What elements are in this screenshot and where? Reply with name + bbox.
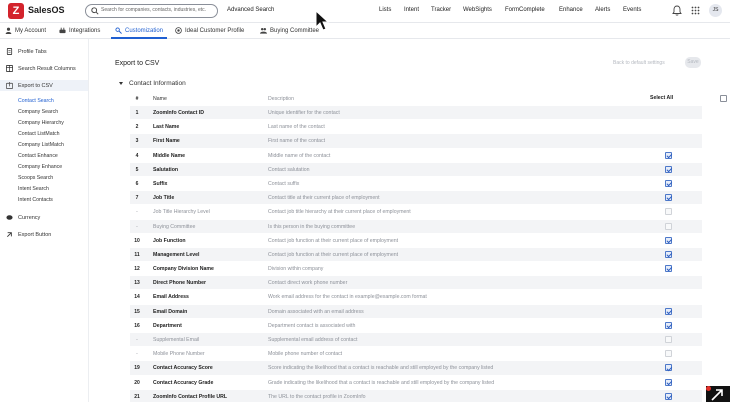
field-checkbox[interactable] (665, 393, 672, 400)
field-description: Unique identifier for the contact (268, 110, 340, 116)
sidebar-item-label: Currency (18, 214, 41, 221)
field-description: Grade indicating the likelihood that a contact is reachable and still employed by the company listed (268, 379, 495, 386)
select-all-checkbox[interactable] (720, 95, 727, 102)
field-description: Last name of the contact (268, 124, 325, 131)
top-bar (0, 0, 730, 23)
row-number: - (136, 209, 138, 216)
field-name: Job Title Hierarchy Level (153, 209, 210, 216)
field-checkbox[interactable] (665, 237, 672, 244)
table-row (130, 134, 702, 148)
advanced-search-link[interactable]: Advanced Search (227, 7, 275, 13)
nav-formcomplete[interactable]: FormComplete (505, 7, 545, 13)
global-search[interactable] (85, 4, 218, 18)
row-number: 15 (134, 308, 140, 315)
table-row (130, 220, 702, 234)
table-row (130, 106, 702, 120)
sidebar-item-export-to-csv[interactable] (6, 82, 53, 89)
section-title: Contact Information (129, 80, 186, 87)
table-row (130, 262, 702, 276)
row-number: 11 (134, 251, 140, 258)
table-row (130, 376, 702, 390)
column-header-num: # (135, 96, 139, 102)
field-description: First name of the contact (268, 138, 326, 145)
person-icon (5, 27, 12, 34)
field-description: Contact salutation (268, 166, 310, 173)
sidebar-item-currency[interactable] (6, 214, 40, 221)
field-checkbox[interactable] (665, 265, 672, 272)
row-number: 7 (135, 195, 139, 202)
field-name: Suffix (153, 180, 168, 187)
table-row (130, 390, 702, 402)
tab-integrations[interactable] (59, 27, 100, 34)
customization-icon (115, 27, 122, 34)
sidebar-subitem-contact-search[interactable]: Contact Search (18, 98, 54, 104)
row-number: 5 (135, 166, 139, 173)
field-name: First Name (153, 138, 180, 145)
export-fields-table (130, 92, 702, 402)
field-description: Division within company (268, 266, 324, 273)
tab-label: Customization (125, 27, 164, 34)
tab-label: Buying Committee (270, 27, 320, 34)
field-description: The URL to the contact profile in ZoomInfo (268, 393, 366, 400)
field-description: Middle name of the contact (268, 152, 331, 159)
field-name: Company Division Name (153, 266, 214, 273)
sidebar-subitem-company-search[interactable]: Company Search (18, 109, 59, 115)
sidebar-subitem-contact-listmatch[interactable]: Contact ListMatch (18, 131, 60, 137)
table-row (130, 191, 702, 205)
sidebar-subitem-company-enhance[interactable]: Company Enhance (18, 164, 63, 170)
tab-label: Integrations (69, 27, 101, 34)
apps-grid-icon[interactable] (691, 6, 700, 15)
field-name: Salutation (153, 166, 179, 173)
field-name: Buying Committee (153, 223, 196, 230)
table-row (130, 305, 702, 319)
field-checkbox[interactable] (665, 336, 672, 343)
field-description: Supplemental email address of contact (268, 337, 358, 343)
field-description: Contact job title hierarchy at their current place of employment (268, 209, 411, 216)
field-name: ZoomInfo Contact ID (153, 110, 205, 116)
field-checkbox[interactable] (665, 350, 672, 357)
row-number: 16 (134, 322, 140, 329)
row-number: 14 (134, 294, 140, 301)
field-description: Department contact is associated with (268, 322, 356, 329)
search-input[interactable]: Search for companies, contacts, industries, etc. (101, 7, 207, 13)
field-description: Domain associated with an email address (268, 308, 364, 315)
sidebar-subitem-contact-enhance[interactable]: Contact Enhance (18, 153, 58, 159)
table-row (130, 163, 702, 177)
target-icon (175, 27, 182, 34)
sidebar-item-search-result-columns[interactable] (6, 65, 76, 72)
search-icon (91, 7, 99, 15)
table-row (130, 319, 702, 333)
nav-enhance[interactable]: Enhance (559, 7, 583, 13)
caret-down-icon (119, 82, 123, 85)
field-description: Mobile phone number of contact (268, 351, 343, 358)
row-number: - (136, 337, 138, 343)
field-description: Contact suffix (268, 180, 300, 187)
table-row (130, 290, 702, 304)
table-row (130, 333, 702, 347)
field-checkbox[interactable] (665, 379, 672, 386)
sidebar-item-label: Export to CSV (18, 82, 53, 89)
notification-dot (706, 386, 711, 391)
field-checkbox[interactable] (665, 322, 672, 329)
tab-my-account[interactable] (5, 27, 46, 34)
field-description: Contact job function at their current place of employment (268, 251, 399, 258)
sidebar-item-label: Export Button (18, 231, 52, 238)
row-number: 10 (134, 237, 140, 244)
row-number: 20 (134, 379, 140, 386)
sidebar-subitem-intent-search[interactable]: Intent Search (18, 186, 49, 192)
field-name: ZoomInfo Contact Profile URL (153, 393, 228, 400)
export-button-icon (6, 231, 13, 238)
row-number: 19 (134, 365, 140, 372)
document-icon (6, 48, 13, 55)
row-number: 12 (134, 266, 140, 273)
currency-icon (6, 214, 13, 221)
field-name: Department (153, 322, 182, 329)
sidebar-subitem-company-hierarchy[interactable]: Company Hierarchy (18, 120, 64, 126)
row-number: 13 (134, 280, 140, 287)
nav-websights[interactable]: WebSights (463, 7, 492, 13)
table-row (130, 120, 702, 134)
tab-label: Ideal Customer Profile (185, 27, 245, 34)
table-row (130, 205, 702, 219)
contact-information-section-toggle[interactable] (119, 80, 186, 87)
table-row (130, 177, 702, 191)
field-checkbox[interactable] (665, 166, 672, 173)
field-name: Management Level (153, 251, 200, 258)
field-name: Email Address (153, 294, 189, 301)
field-description: Is this person in the buying committee (268, 223, 356, 230)
column-header-description: Description (268, 96, 294, 102)
field-name: Job Function (153, 237, 186, 244)
avatar[interactable]: JS (709, 4, 722, 17)
page-title: Export to CSV (115, 60, 160, 67)
sidebar-item-profile-tabs[interactable] (6, 48, 47, 55)
export-icon (6, 82, 13, 89)
field-checkbox[interactable] (665, 251, 672, 258)
bell-icon[interactable] (672, 5, 682, 16)
field-name: Last Name (153, 124, 180, 131)
nav-alerts[interactable]: Alerts (595, 7, 611, 13)
export-settings-panel (89, 39, 730, 402)
table-row (130, 276, 702, 290)
row-number: 1 (135, 110, 139, 116)
sidebar-item-export-button[interactable] (6, 231, 51, 238)
field-name: Contact Accuracy Score (153, 365, 213, 372)
nav-lists[interactable]: Lists (379, 7, 392, 13)
nav-tracker[interactable]: Tracker (431, 7, 452, 13)
field-name: Contact Accuracy Grade (153, 379, 214, 386)
row-number: 2 (135, 124, 139, 131)
nav-intent[interactable]: Intent (404, 7, 420, 13)
field-description: Contact direct work phone number (268, 280, 348, 287)
field-name: Middle Name (153, 152, 185, 159)
salesos-logo[interactable]: Z (8, 3, 24, 19)
customization-sidebar (0, 39, 89, 402)
field-checkbox[interactable] (665, 208, 672, 215)
column-header-name: Name (153, 96, 167, 102)
mouse-cursor-icon (315, 10, 329, 32)
row-number: 21 (134, 393, 140, 400)
nav-events[interactable]: Events (623, 7, 642, 13)
field-name: Direct Phone Number (153, 280, 207, 287)
field-checkbox[interactable] (665, 364, 672, 371)
field-name: Supplemental Email (153, 337, 200, 343)
field-checkbox[interactable] (665, 194, 672, 201)
settings-tabs (0, 23, 730, 39)
tab-label: My Account (15, 27, 47, 34)
row-number: 3 (135, 138, 139, 145)
field-checkbox[interactable] (665, 180, 672, 187)
sidebar-subitem-scoops-search[interactable]: Scoops Search (18, 175, 54, 181)
tab-buying-committee[interactable] (260, 27, 319, 34)
row-number: 4 (135, 152, 139, 159)
field-checkbox[interactable] (665, 223, 672, 230)
field-description: Contact title at their current place of employment (268, 195, 380, 202)
table-header (130, 92, 702, 106)
columns-icon (6, 65, 13, 72)
sidebar-item-label: Profile Tabs (18, 48, 47, 55)
integrations-icon (59, 27, 66, 34)
field-checkbox[interactable] (665, 152, 672, 159)
table-row (130, 361, 702, 375)
table-row (130, 248, 702, 262)
save-button[interactable]: Save (685, 57, 701, 68)
sidebar-subitem-intent-contacts[interactable]: Intent Contacts (18, 197, 53, 203)
brand-name[interactable]: SalesOS (28, 5, 65, 15)
tab-ideal-customer-profile[interactable] (175, 27, 244, 34)
field-name: Email Domain (153, 308, 188, 315)
table-row (130, 234, 702, 248)
table-row (130, 149, 702, 163)
back-to-default-button[interactable]: Back to default settings (613, 60, 665, 66)
field-description: Contact job function at their current place of employment (268, 237, 399, 244)
table-row (130, 347, 702, 361)
group-icon (260, 27, 267, 34)
select-all-label: Select All (650, 95, 674, 101)
tab-customization[interactable] (115, 27, 163, 34)
row-number: - (136, 223, 138, 230)
row-number: - (136, 351, 138, 358)
sidebar-subitem-company-listmatch[interactable]: Company ListMatch (18, 142, 64, 148)
field-description: Work email address for the contact in example@example.com format (268, 294, 427, 301)
field-checkbox[interactable] (665, 308, 672, 315)
field-description: Score indicating the likelihood that a contact is reachable and still employed by the company listed (268, 365, 494, 372)
field-name: Job Title (153, 195, 175, 202)
row-number: 6 (135, 180, 139, 187)
field-name: Mobile Phone Number (153, 351, 205, 358)
sidebar-item-label: Search Result Columns (18, 65, 76, 72)
